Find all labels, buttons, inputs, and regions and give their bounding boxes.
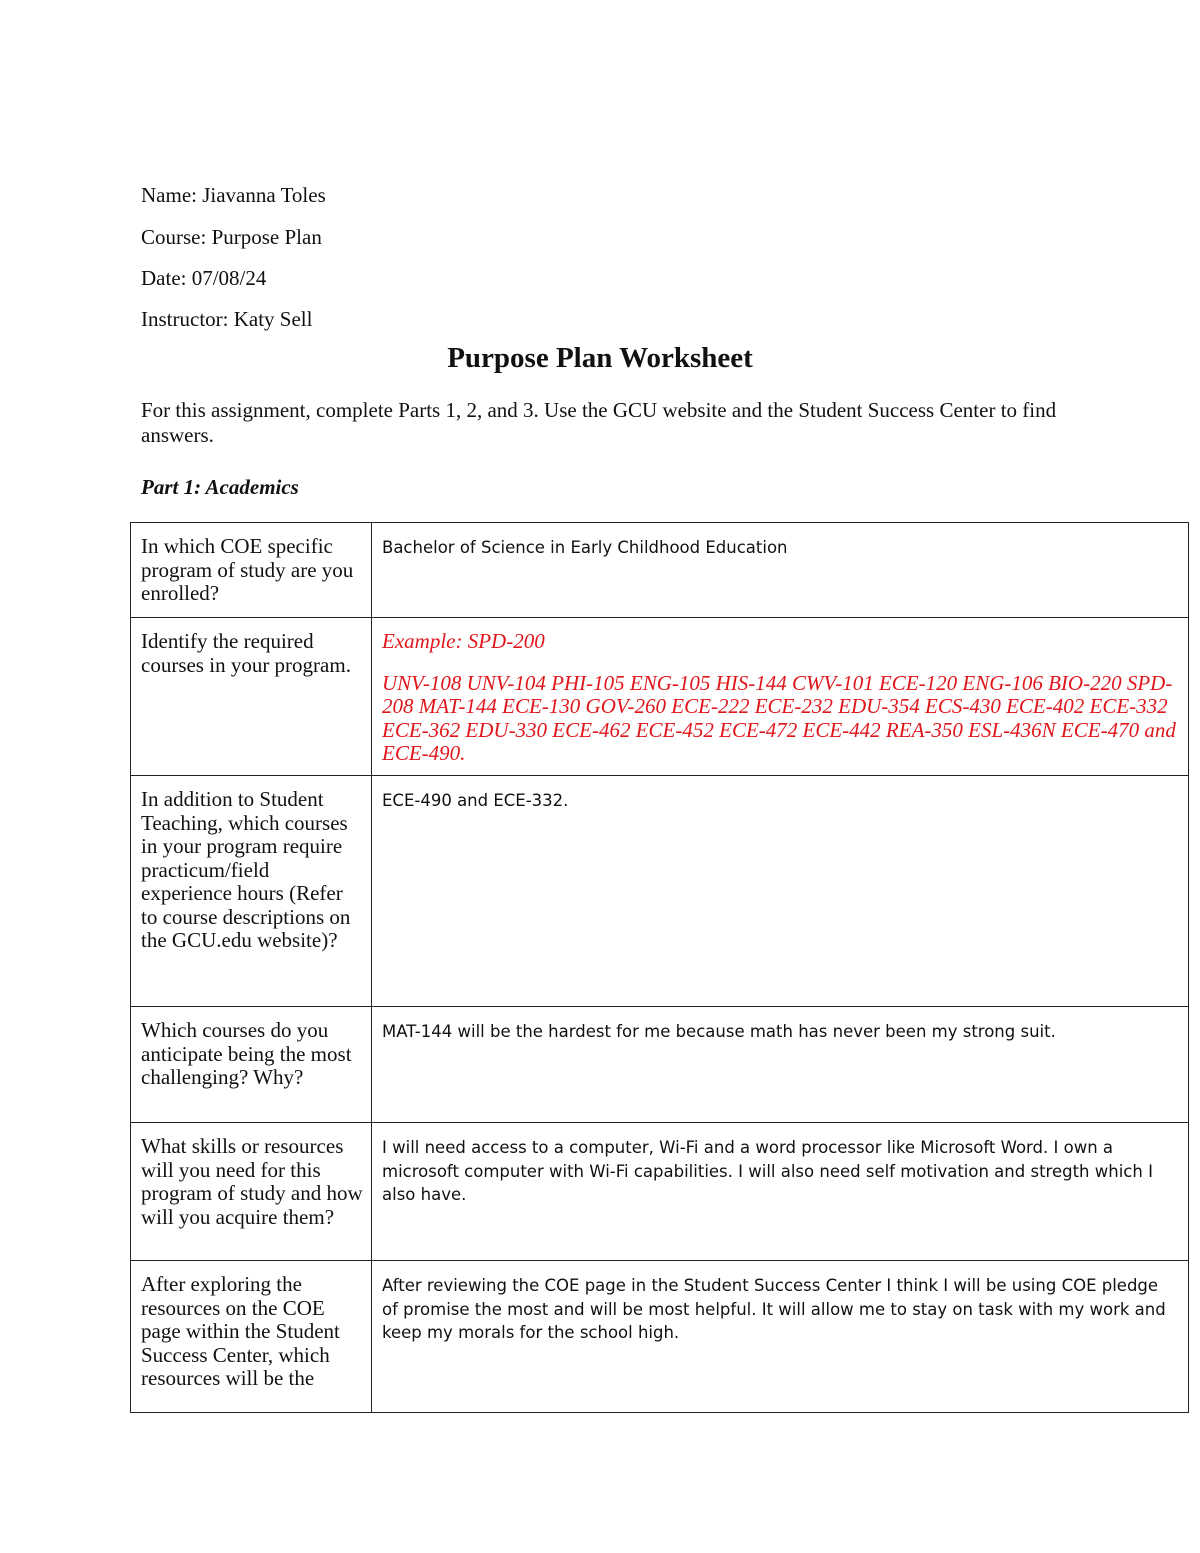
document-title: Purpose Plan Worksheet [447, 342, 753, 374]
question-cell [131, 776, 372, 1007]
answer-cell [372, 1007, 1189, 1123]
answer-text: I will need access to a computer, Wi-Fi and a word processor like Microsoft Word. I own a microsoft computer with Wi-Fi capabilities. I will also need self motivation and stregth which I also have. [382, 1138, 1153, 1204]
question-text: After exploring the resources on the COE page within the Student Success Center, which resources will be the [141, 1272, 340, 1390]
answer-cell [372, 523, 1189, 618]
table-row [131, 523, 1189, 618]
answer-text: Bachelor of Science in Early Childhood Education [382, 538, 788, 557]
question-cell [131, 1123, 372, 1261]
question-cell [131, 1261, 372, 1413]
answer-text: After reviewing the COE page in the Student Success Center I think I will be using COE pledge of promise the most and will be most helpful. It will allow me to stay on task with my work and keep my morals for the school high. [382, 1276, 1166, 1342]
part-1-heading: Part 1: Academics [141, 475, 299, 499]
assignment-instructions: For this assignment, complete Parts 1, 2, and 3. Use the GCU website and the Student Success Center to find answers. [141, 398, 1057, 447]
question-text: Identify the required courses in your program. [141, 629, 351, 677]
table-row [131, 1261, 1189, 1413]
instructor-line: Instructor: Katy Sell [141, 307, 313, 331]
date-line: Date: 07/08/24 [141, 266, 267, 290]
course-list-answer [372, 618, 1188, 770]
question-cell [131, 1007, 372, 1123]
question-text: What skills or resources will you need for this program of study and how will you acquire them? [141, 1134, 363, 1229]
question-cell [131, 618, 372, 776]
student-name: Name: Jiavanna Toles [141, 183, 326, 207]
answer-cell [372, 1123, 1189, 1261]
table-row [131, 776, 1189, 1007]
course-line: Course: Purpose Plan [141, 225, 322, 249]
answer-text: MAT-144 will be the hardest for me because math has never been my strong suit. [382, 1022, 1056, 1041]
answer-text: ECE-490 and ECE-332. [382, 791, 569, 810]
answer-cell [372, 1261, 1189, 1413]
question-text: Which courses do you anticipate being the most challenging? Why? [141, 1018, 352, 1089]
academics-table [130, 522, 1189, 1413]
table-row [131, 618, 1189, 776]
answer-cell [372, 776, 1189, 1007]
question-text: In addition to Student Teaching, which courses in your program require practicum/field experience hours (Refer to course descriptions on the GCU.edu website)? [141, 787, 351, 952]
answer-cell [372, 618, 1189, 776]
answer-text: UNV-108 UNV-104 PHI-105 ENG-105 HIS-144 CWV-101 ECE-120 ENG-106 BIO-220 SPD-208 MAT-144 ECE-130 GOV-260 ECE-222 ECE-232 EDU-354 ECS-430 ECE-402 ECE-332 ECE-362 EDU-330 ECE-462 ECE-452 ECE-472 ECE-442 REA-350 ESL-436N ECE-470 and ECE-490. [382, 670, 1176, 765]
table-row [131, 1007, 1189, 1123]
example-text: Example: SPD-200 [382, 629, 545, 653]
table-row [131, 1123, 1189, 1261]
question-cell [131, 523, 372, 618]
question-text: In which COE specific program of study are you enrolled? [141, 534, 354, 605]
